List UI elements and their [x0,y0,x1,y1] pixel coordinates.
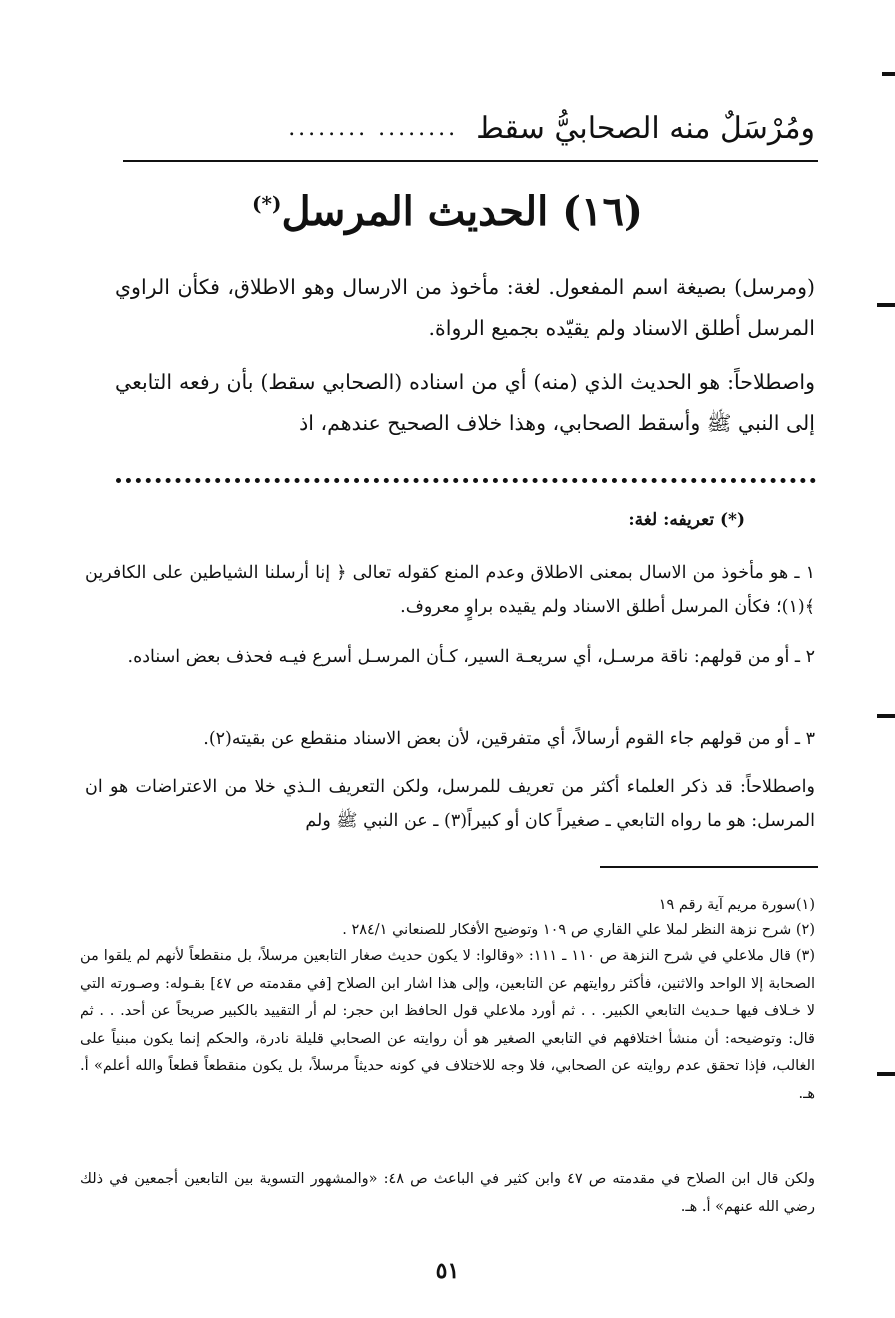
header-rule [123,160,818,162]
note-paragraph: واصطلاحاً: قد ذكر العلماء أكثر من تعريف للمرسل، ولكن التعريف الـذي خلا من الاعتراضات هو ان المرسل: هو ما رواه التابعي ـ صغيراً كان أو كبيراً(٣) ـ عن النبي ﷺ ولم [85,777,815,831]
note-item: ١ ـ هو مأخوذ من الاسال بمعنى الاطلاق وعدم المنع كقوله تعالى ﴿ إنا أرسلنا الشياطين على الكافرين ﴾(١)؛ فكأن المرسل أطلق الاسناد ولم يقيده براوٍ معروف. [85,563,815,617]
note-item: ٣ ـ أو من قولهم جاء القوم أرسالاً، أي متفرقين، لأن بعض الاسناد منقطع عن بقيته(٢). [203,729,815,749]
notes-heading: (*) تعريفه: لغة: [628,510,745,530]
chapter-title-text: (١٦) الحديث المرسل [281,188,643,235]
body-paragraph: واصطلاحاً: هو الحديث الذي (منه) أي من اسناده (الصحابي سقط) بأن رفعه التابعي إلى النبي ﷺ وأسقط الصحابي، وهذا خلاف الصحيح عندهم، اذ [115,370,815,435]
chapter-title [0,188,895,235]
note-item: ٢ ـ أو من قولهم: ناقة مرسـل، أي سريعـة السير، كـأن المرسـل أسرع فيـه فحذف بعض اسناده. [127,647,815,667]
running-header [125,105,815,151]
section-divider [116,478,816,484]
footnote-rule [600,866,818,868]
footnote: (٣) قال ملاعلي في شرح النزهة ص ١١٠ ـ ١١١: «وقالوا: لا يكون حديث صغار التابعين مرسلاً، بل منقطعاً لأنهم لم يلقوا من الصحابة إلا الواحد والاثنين، فأكثر روايتهم عن التابعين، وإلى هذا اشار ابن الصلاح [في مقدمته ص ٤٧] بقـوله: وصـورته التي لا خـلاف فيها حـديث التابعي الكبير. . . ثم أورد ملاعلي قول الحافظ ابن حجر: لم أر التقييد بالكبير صريحاً عن أحد. . . ثم قال: وتوضيحه: أن منشأ اختلافهم في التابعي الصغير هو أن روايته عن الصحابي قليلة نادرة، والحكم إنما يكون مبنياً على الغالب، فإذا تحقق عدم روايته عن الصحابي، فلا وجه للاختلاف في كونه حديثاً مرسلاً، بل يكون منقطعاً قطعاً والله أعلم» أ. هـ. [80,948,815,1102]
footnote: (١)سورة مريم آية رقم ١٩ [658,897,815,913]
footnote-marker: (*) [252,191,282,216]
footnote: (٢) شرح نزهة النظر لملا علي القاري ص ١٠٩ وتوضيح الأفكار للصنعاني ٢٨٤/١ . [342,922,815,938]
header-verse: ومُرْسَلٌ منه الصحابيُّ سقط [476,110,815,146]
page-edge-mark [877,1072,895,1076]
page-edge-mark [882,72,895,76]
page-edge-mark [877,714,895,718]
body-paragraph: (ومرسل) بصيغة اسم المفعول. لغة: مأخوذ من الارسال وهو الاطلاق، فكأن الراوي المرسل أطلق الاسناد ولم يقيّده بجميع الرواة. [115,275,815,340]
page-number: ٥١ [435,1258,460,1284]
footnote-continuation: ولكن قال ابن الصلاح في مقدمته ص ٤٧ وابن كثير في الباعث ص ٤٨: «والمشهور التسوية بين التابعين أجمعين في ذلك رضي الله عنهم» أ. هـ. [80,1171,815,1215]
header-dots: ........ ........ [288,115,459,141]
page-edge-mark [877,303,895,307]
